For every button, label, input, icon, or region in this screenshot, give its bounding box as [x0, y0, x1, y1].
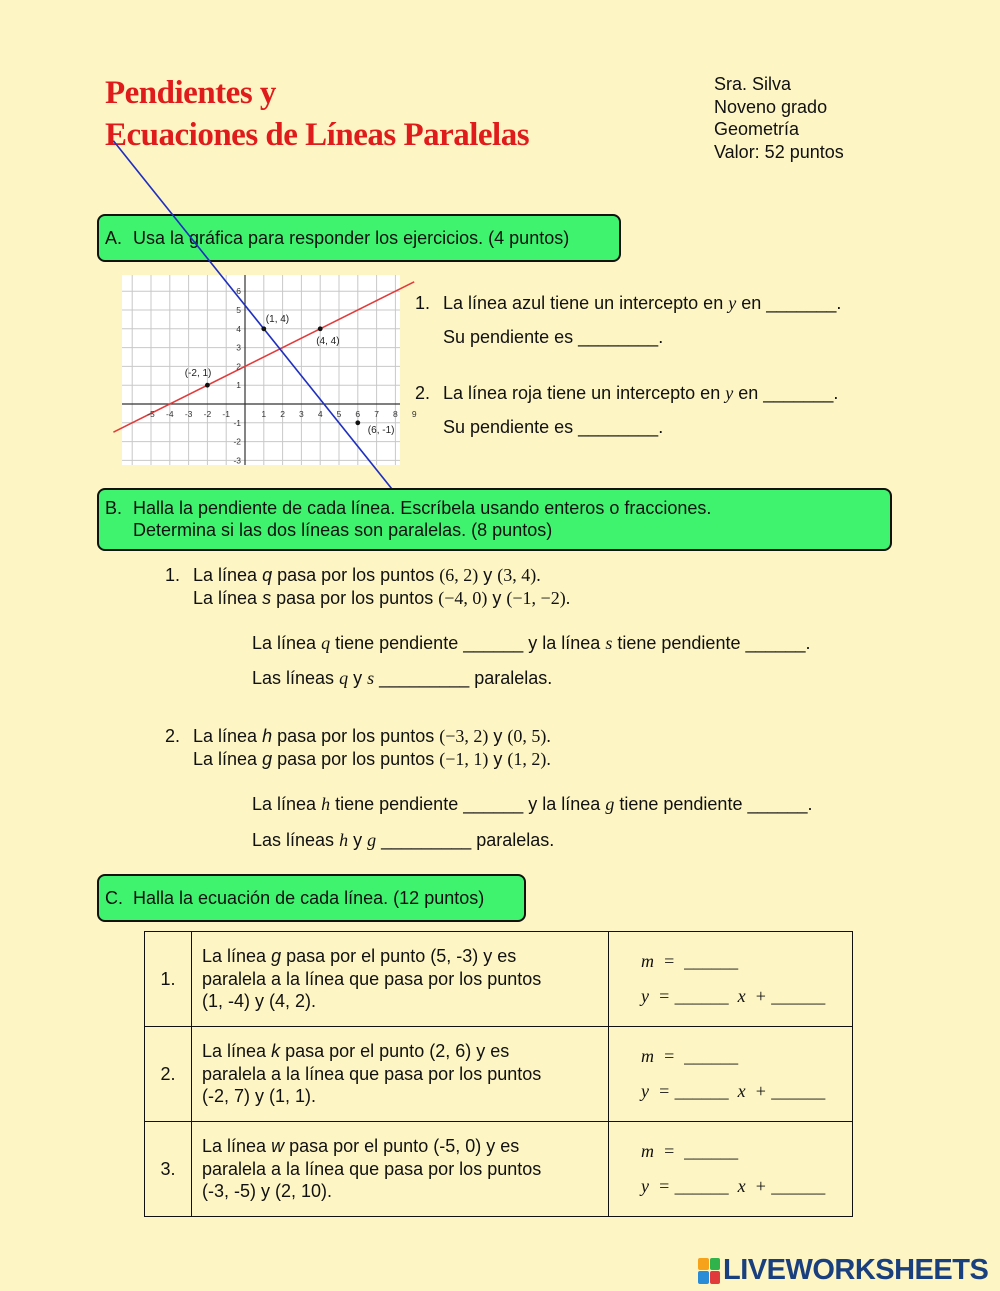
graph-point [261, 326, 266, 331]
var-y: y [725, 383, 734, 403]
equations-table [144, 931, 853, 1217]
var-q: q [339, 668, 349, 688]
x-tick-label: 8 [393, 409, 398, 419]
section-b-instructions-1: Halla la pendiente de cada línea. Escríbela usando enteros o fracciones. [133, 498, 712, 518]
row-number: 2. [145, 1027, 192, 1122]
row-description [192, 1122, 609, 1217]
text: _________ paralelas. [381, 830, 555, 850]
problem-b2-line-g [193, 749, 551, 770]
text: La línea [252, 794, 317, 814]
question-a2-number: 2. [415, 383, 431, 403]
row-description [192, 932, 609, 1027]
row-answer[interactable] [609, 1027, 853, 1122]
problem-b1-line-q [165, 565, 541, 586]
text: y [493, 726, 503, 746]
var-y: y [728, 293, 737, 313]
title-line-2: Ecuaciones de Líneas Paralelas [105, 117, 530, 153]
section-a-letter: A. [105, 228, 123, 248]
text: (-3, -5) y (2, 10). [202, 1181, 333, 1202]
text: paralela a la línea que pasa por los puntos [202, 1158, 542, 1179]
graph-point [205, 383, 210, 388]
section-a-banner [97, 214, 621, 262]
text: pasa por los puntos [277, 726, 435, 746]
text: . [565, 588, 571, 608]
table-row [145, 1027, 853, 1122]
problem-b1-line-s [193, 588, 570, 609]
var-w: w [271, 1136, 285, 1157]
text: paralela a la línea que pasa por los puntos [202, 1063, 542, 1084]
var-g: g [262, 749, 273, 769]
var-k: k [271, 1041, 281, 1062]
point: (6, 2) [439, 565, 479, 585]
section-b-instructions-2: Determina si las dos líneas son paralelas. (8 puntos) [133, 520, 553, 540]
row-answer[interactable] [609, 1122, 853, 1217]
graph-point-label: (4, 4) [316, 335, 340, 347]
question-a2-text: La línea roja tiene un intercepto en [443, 383, 721, 403]
x-tick-label: -2 [203, 409, 212, 419]
text: . [536, 565, 541, 585]
text: tiene pendiente ______. [617, 633, 811, 653]
var-s: s [605, 633, 613, 653]
text: La línea [202, 1136, 267, 1157]
question-a1-number: 1. [415, 293, 431, 313]
text: tiene pendiente ______ y la línea [335, 794, 601, 814]
text: pasa por los puntos [277, 565, 435, 585]
y-tick-label: 1 [236, 380, 241, 391]
y-tick-label: 4 [236, 323, 241, 334]
subject-name: Geometría [714, 119, 800, 139]
answer-blank-b2-slopes[interactable] [252, 794, 813, 815]
equation-blank[interactable]: y = ______ x + ______ [641, 1176, 826, 1196]
section-c-instructions: Halla la ecuación de cada línea. (12 puntos) [133, 888, 485, 908]
var-h: h [262, 726, 273, 746]
x-tick-label: 7 [374, 409, 379, 419]
text: y [353, 668, 363, 688]
section-a-instructions: Usa la gráfica para responder los ejercicios. (4 puntos) [133, 228, 570, 248]
point: (−3, 2) [439, 726, 489, 746]
equation-blank[interactable]: y = ______ x + ______ [641, 1081, 826, 1101]
equation-blank[interactable]: y = ______ x + ______ [641, 986, 826, 1006]
var-g: g [605, 794, 615, 814]
y-tick-label: 2 [236, 361, 241, 372]
x-tick-label: 9 [411, 409, 417, 419]
text: y [493, 749, 503, 769]
var-q: q [262, 565, 273, 585]
answer-blank-a1-slope[interactable]: Su pendiente es ________. [443, 327, 664, 347]
liveworksheets-logo[interactable] [698, 1254, 988, 1287]
grade-level: Noveno grado [714, 96, 828, 117]
worksheet-title [105, 72, 529, 156]
x-tick-label: 1 [261, 409, 267, 419]
answer-blank-a1-intercept[interactable]: en _______. [741, 293, 842, 313]
table-row [145, 1122, 853, 1217]
graph-point-label: (-2, 1) [184, 368, 212, 380]
var-h: h [339, 830, 349, 850]
answer-blank-a2-intercept[interactable]: en _______. [738, 383, 839, 403]
text: y [353, 830, 363, 850]
title-line-1: Pendientes y [105, 75, 276, 111]
section-c-banner [97, 874, 526, 922]
coordinate-graph [122, 275, 417, 466]
problem-b2-number: 2. [165, 726, 181, 746]
section-b-banner [97, 488, 892, 551]
point: (−4, 0) [438, 588, 488, 608]
row-description [192, 1027, 609, 1122]
point: (−1, −2) [506, 588, 566, 608]
teacher-info [714, 73, 844, 163]
y-tick-label: 6 [236, 286, 241, 297]
logo-text: LIVEWORKSHEETS [723, 1254, 989, 1286]
point: (1, 2) [507, 749, 547, 769]
slope-blank[interactable]: m = ______ [641, 1046, 739, 1066]
text: La línea [202, 946, 267, 967]
x-tick-label: -3 [184, 409, 193, 419]
text: pasa por el punto (-5, 0) y es [289, 1136, 520, 1157]
var-g: g [271, 946, 282, 967]
x-tick-label: 2 [280, 409, 285, 419]
text: La línea [252, 633, 317, 653]
row-number: 1. [145, 932, 192, 1027]
text: Las líneas [252, 830, 335, 850]
text: . [546, 749, 551, 769]
x-tick-label: -5 [147, 409, 155, 419]
var-g: g [367, 830, 377, 850]
text: pasa por los puntos [276, 588, 434, 608]
text: paralela a la línea que pasa por los puntos [202, 968, 542, 989]
y-tick-label: 5 [236, 305, 241, 315]
text: La línea [193, 588, 258, 608]
question-a2 [415, 383, 838, 404]
graph-point-label: (1, 4) [265, 313, 290, 325]
point: (3, 4) [497, 565, 537, 585]
answer-blank-b1-slopes[interactable] [252, 633, 811, 654]
text: La línea [202, 1041, 267, 1062]
text: La línea [193, 749, 258, 769]
y-tick-label: -3 [233, 455, 241, 466]
answer-blank-a2-slope[interactable]: Su pendiente es ________. [443, 417, 664, 437]
y-tick-label: -1 [233, 417, 241, 428]
text: _________ paralelas. [379, 668, 553, 688]
x-tick-label: 6 [355, 409, 361, 419]
y-tick-label: 3 [236, 342, 241, 353]
graph-point-label: (6, -1) [367, 424, 395, 436]
text: (-2, 7) y (1, 1). [202, 1086, 317, 1107]
answer-blank-b1-parallel[interactable] [252, 668, 552, 689]
liveworksheets-logo-icon [698, 1258, 720, 1284]
problem-b2-line-h [165, 726, 551, 747]
question-a1-text: La línea azul tiene un intercepto en [443, 293, 724, 313]
text: tiene pendiente ______. [619, 794, 813, 814]
text: pasa por el punto (5, -3) y es [286, 946, 517, 967]
text: Las líneas [252, 668, 335, 688]
text: La línea [193, 565, 258, 585]
section-b-letter: B. [105, 498, 123, 518]
y-tick-label: -2 [233, 436, 241, 447]
x-tick-label: 3 [299, 409, 304, 419]
point: (0, 5) [507, 726, 547, 746]
table-row [145, 932, 853, 1027]
text: pasa por el punto (2, 6) y es [285, 1041, 510, 1062]
slope-blank[interactable]: m = ______ [641, 951, 739, 971]
var-s: s [262, 588, 272, 608]
var-q: q [321, 633, 331, 653]
graph-grid [122, 275, 400, 465]
row-number: 3. [145, 1122, 192, 1217]
text: (1, -4) y (4, 2). [202, 991, 317, 1012]
slope-blank[interactable]: m = ______ [641, 1141, 739, 1161]
x-tick-label: -4 [166, 409, 174, 419]
section-c-letter: C. [105, 888, 123, 908]
text: tiene pendiente ______ y la línea [335, 633, 601, 653]
point: (−1, 1) [439, 749, 489, 769]
question-a1 [415, 293, 841, 314]
x-tick-label: 5 [336, 409, 342, 419]
x-tick-label: -1 [222, 409, 230, 419]
problem-b1-number: 1. [165, 565, 181, 585]
point-value: Valor: 52 puntos [714, 141, 844, 162]
text: y [492, 588, 502, 608]
text: . [546, 726, 551, 746]
var-s: s [367, 668, 375, 688]
text: pasa por los puntos [277, 749, 435, 769]
text: La línea [193, 726, 258, 746]
row-answer[interactable] [609, 932, 853, 1027]
teacher-name: Sra. Silva [714, 74, 792, 94]
graph-point [355, 420, 360, 425]
x-tick-label: 4 [317, 409, 323, 419]
answer-blank-b2-parallel[interactable] [252, 830, 554, 851]
var-h: h [321, 794, 331, 814]
text: y [483, 565, 493, 585]
graph-point [318, 326, 323, 331]
